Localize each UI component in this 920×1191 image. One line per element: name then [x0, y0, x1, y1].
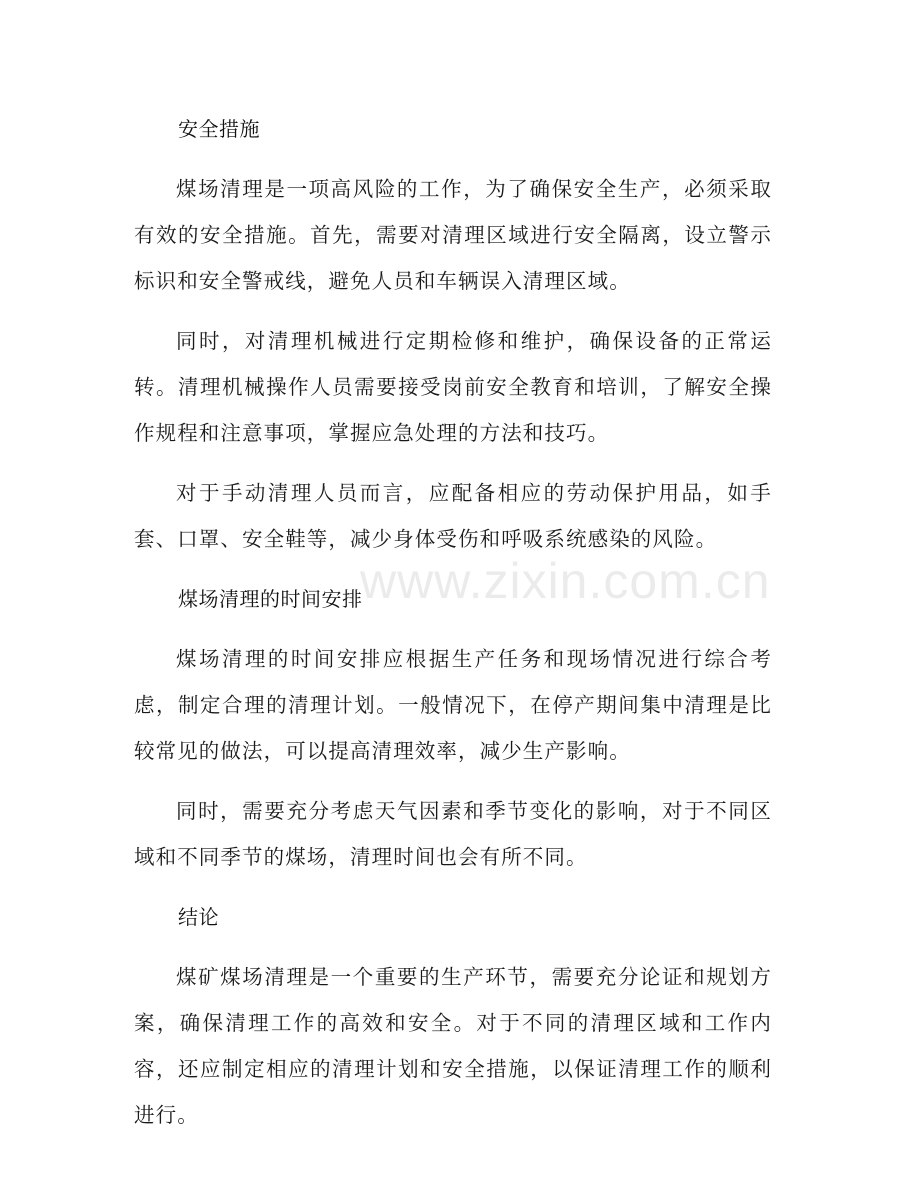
- document-page: [134, 106, 772, 1138]
- section-heading-conclusion: 结论: [178, 905, 219, 929]
- paragraph: 同时，需要充分考虑天气因素和季节变化的影响，对于不同区域和不同季节的煤场，清理时间也会有所不同。: [134, 799, 772, 869]
- paragraph: 煤场清理是一项高风险的工作，为了确保安全生产，必须采取有效的安全措施。首先，需要对清理区域进行安全隔离，设立警示标识和安全警戒线，避免人员和车辆误入清理区域。: [134, 177, 772, 293]
- paragraph: 煤矿煤场清理是一个重要的生产环节，需要充分论证和规划方案，确保清理工作的高效和安全。对于不同的清理区域和工作内容，还应制定相应的清理计划和安全措施，以保证清理工作的顺利进行。: [134, 965, 772, 1127]
- section-heading-schedule: 煤场清理的时间安排: [178, 587, 363, 611]
- paragraph: 煤场清理的时间安排应根据生产任务和现场情况进行综合考虑，制定合理的清理计划。一般情况下，在停产期间集中清理是比较常见的做法，可以提高清理效率，减少生产影响。: [134, 647, 772, 763]
- paragraph: 同时，对清理机械进行定期检修和维护，确保设备的正常运转。清理机械操作人员需要接受岗前安全教育和培训，了解安全操作规程和注意事项，掌握应急处理的方法和技巧。: [134, 329, 772, 445]
- paragraph: 对于手动清理人员而言，应配备相应的劳动保护用品，如手套、口罩、安全鞋等，减少身体受伤和呼吸系统感染的风险。: [134, 481, 772, 551]
- section-heading-safety: 安全措施: [178, 117, 260, 141]
- watermark: www.zixin.com.cn: [360, 553, 771, 609]
